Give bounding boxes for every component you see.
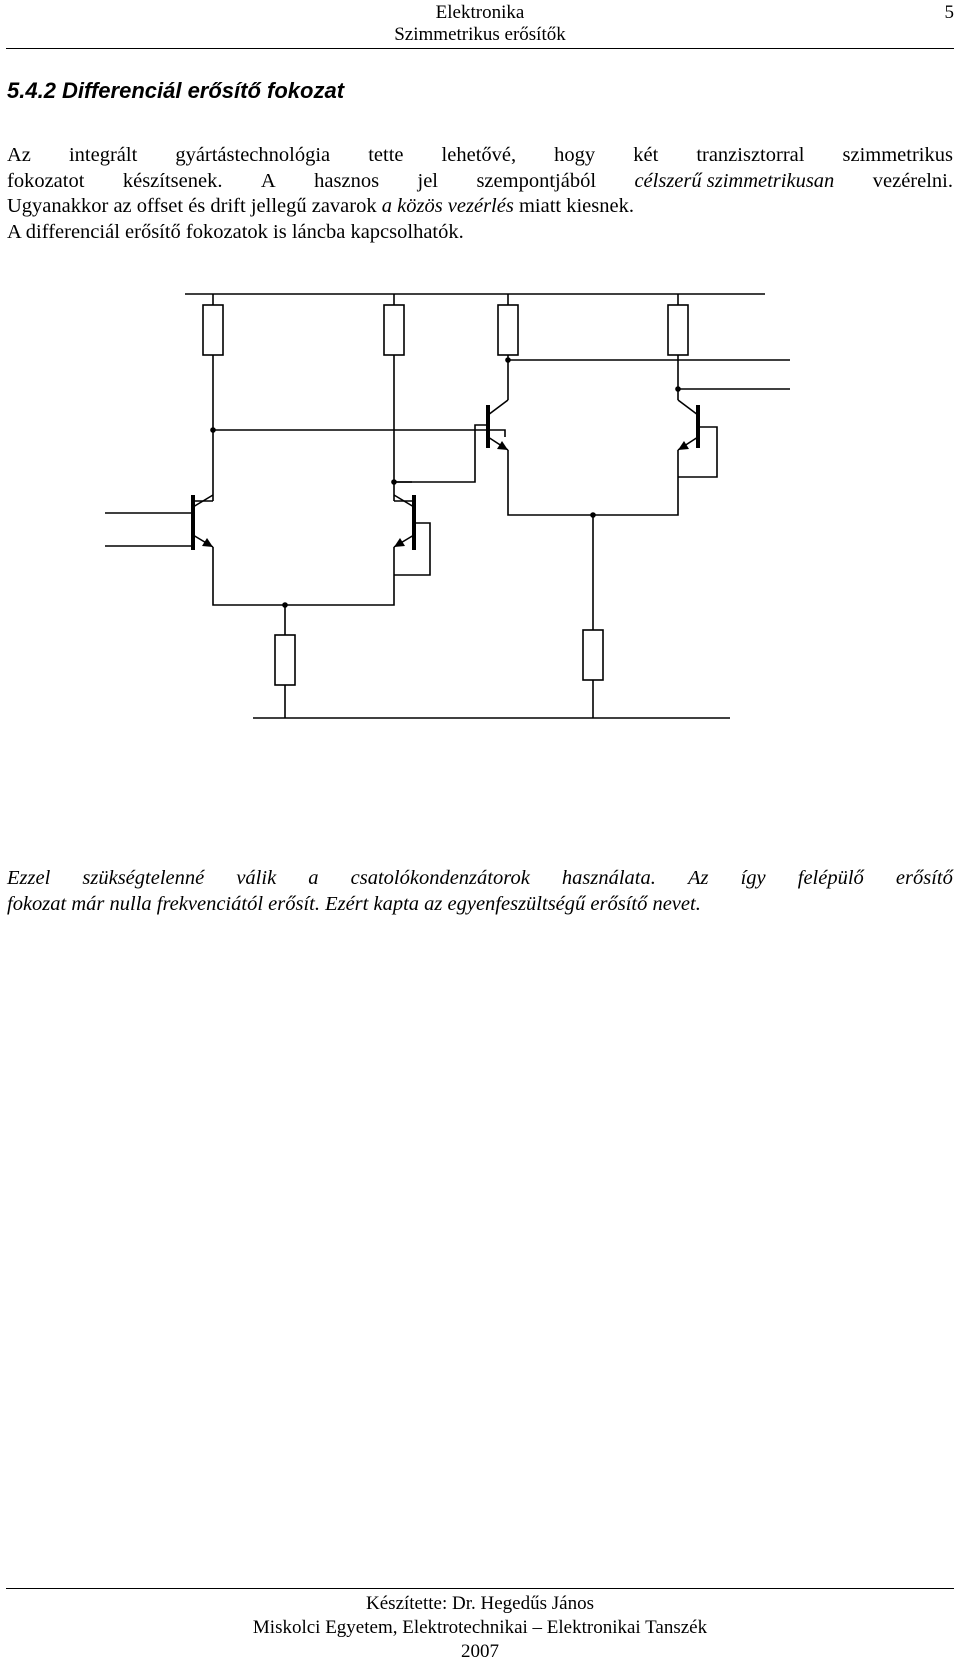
word: Ezzel — [7, 867, 51, 889]
resistor-icon — [668, 305, 688, 355]
intro-paragraph — [7, 143, 953, 245]
resistor-icon — [275, 635, 295, 685]
paragraph-line: A differenciál erősítő fokozatok is láncba kapcsolhatók. — [7, 220, 464, 243]
wire — [508, 450, 678, 515]
word: hogy — [554, 144, 596, 166]
junction-dot — [505, 357, 511, 363]
word: készítsenek. — [122, 169, 223, 192]
word: tranzisztorral — [696, 144, 805, 166]
footer-year: 2007 — [461, 1641, 499, 1662]
coupling-wire — [394, 425, 488, 482]
junction-dot — [391, 479, 397, 485]
word: szempontjából — [476, 169, 597, 192]
junction-dot — [210, 427, 216, 433]
word: fokozatot — [7, 169, 85, 192]
text-run: Ugyanakkor az offset és drift jellegű zavarok — [7, 195, 382, 217]
footer-divider — [6, 1588, 954, 1589]
word: a — [308, 867, 319, 889]
word: felépülő — [797, 867, 864, 889]
section-heading: 5.4.2 Differenciál erősítő fokozat — [7, 78, 345, 103]
word: csatolókondenzátorok — [350, 867, 530, 889]
footer-author: Készítette: Dr. Hegedűs János — [366, 1593, 594, 1614]
transistor-icon — [488, 400, 508, 450]
word: jel — [417, 169, 439, 192]
word: használata. — [561, 867, 656, 889]
footer-institution: Miskolci Egyetem, Elektrotechnikai – Elektronikai Tanszék — [252, 1617, 708, 1638]
header-chapter: Szimmetrikus erősítők — [394, 24, 566, 45]
paragraph-line — [7, 169, 953, 195]
emphasis-phrase: a közös vezérlés — [381, 195, 514, 217]
transistor-icon — [193, 495, 213, 575]
word: integrált — [68, 144, 138, 166]
word: válik — [236, 867, 277, 889]
paragraph-line — [7, 143, 953, 169]
resistor-icon — [498, 305, 518, 355]
word: lehetővé, — [441, 144, 517, 166]
resistor-icon — [203, 305, 223, 355]
conclusion-paragraph — [7, 866, 953, 917]
word: Az — [688, 867, 709, 889]
resistor-icon — [583, 630, 603, 680]
word: tette — [368, 144, 404, 166]
transistor-icon — [678, 400, 698, 450]
word: szimmetrikus — [842, 144, 953, 166]
word: hasznos — [314, 169, 380, 192]
header-divider — [6, 48, 954, 49]
emphasis-word: célszerű szimmetrikusan — [634, 169, 835, 192]
differential-amplifier-circuit-diagram — [85, 285, 825, 745]
word: szükségtelenné — [82, 867, 205, 889]
resistor-icon — [384, 305, 404, 355]
wire — [213, 575, 394, 605]
word: A — [260, 169, 276, 192]
text-run: miatt kiesnek. — [513, 195, 634, 217]
paragraph-line: fokozat már nulla frekvenciától erősít. Ezért kapta az egyenfeszültségű erősítő nevet. — [7, 892, 701, 915]
word: így — [740, 867, 766, 889]
paragraph-line — [7, 194, 953, 220]
word: erősítő — [895, 867, 953, 889]
junction-dot — [590, 512, 596, 518]
word: két — [633, 144, 659, 166]
coupling-wire — [213, 430, 505, 437]
word: gyártástechnológia — [175, 144, 331, 166]
page-number: 5 — [944, 2, 954, 23]
word: Az — [7, 144, 31, 166]
word: vezérelni. — [872, 169, 953, 192]
transistor-icon — [394, 495, 414, 575]
junction-dot — [675, 386, 681, 392]
paragraph-line — [7, 866, 953, 892]
header-subject: Elektronika — [435, 2, 525, 23]
junction-dot — [282, 602, 288, 608]
